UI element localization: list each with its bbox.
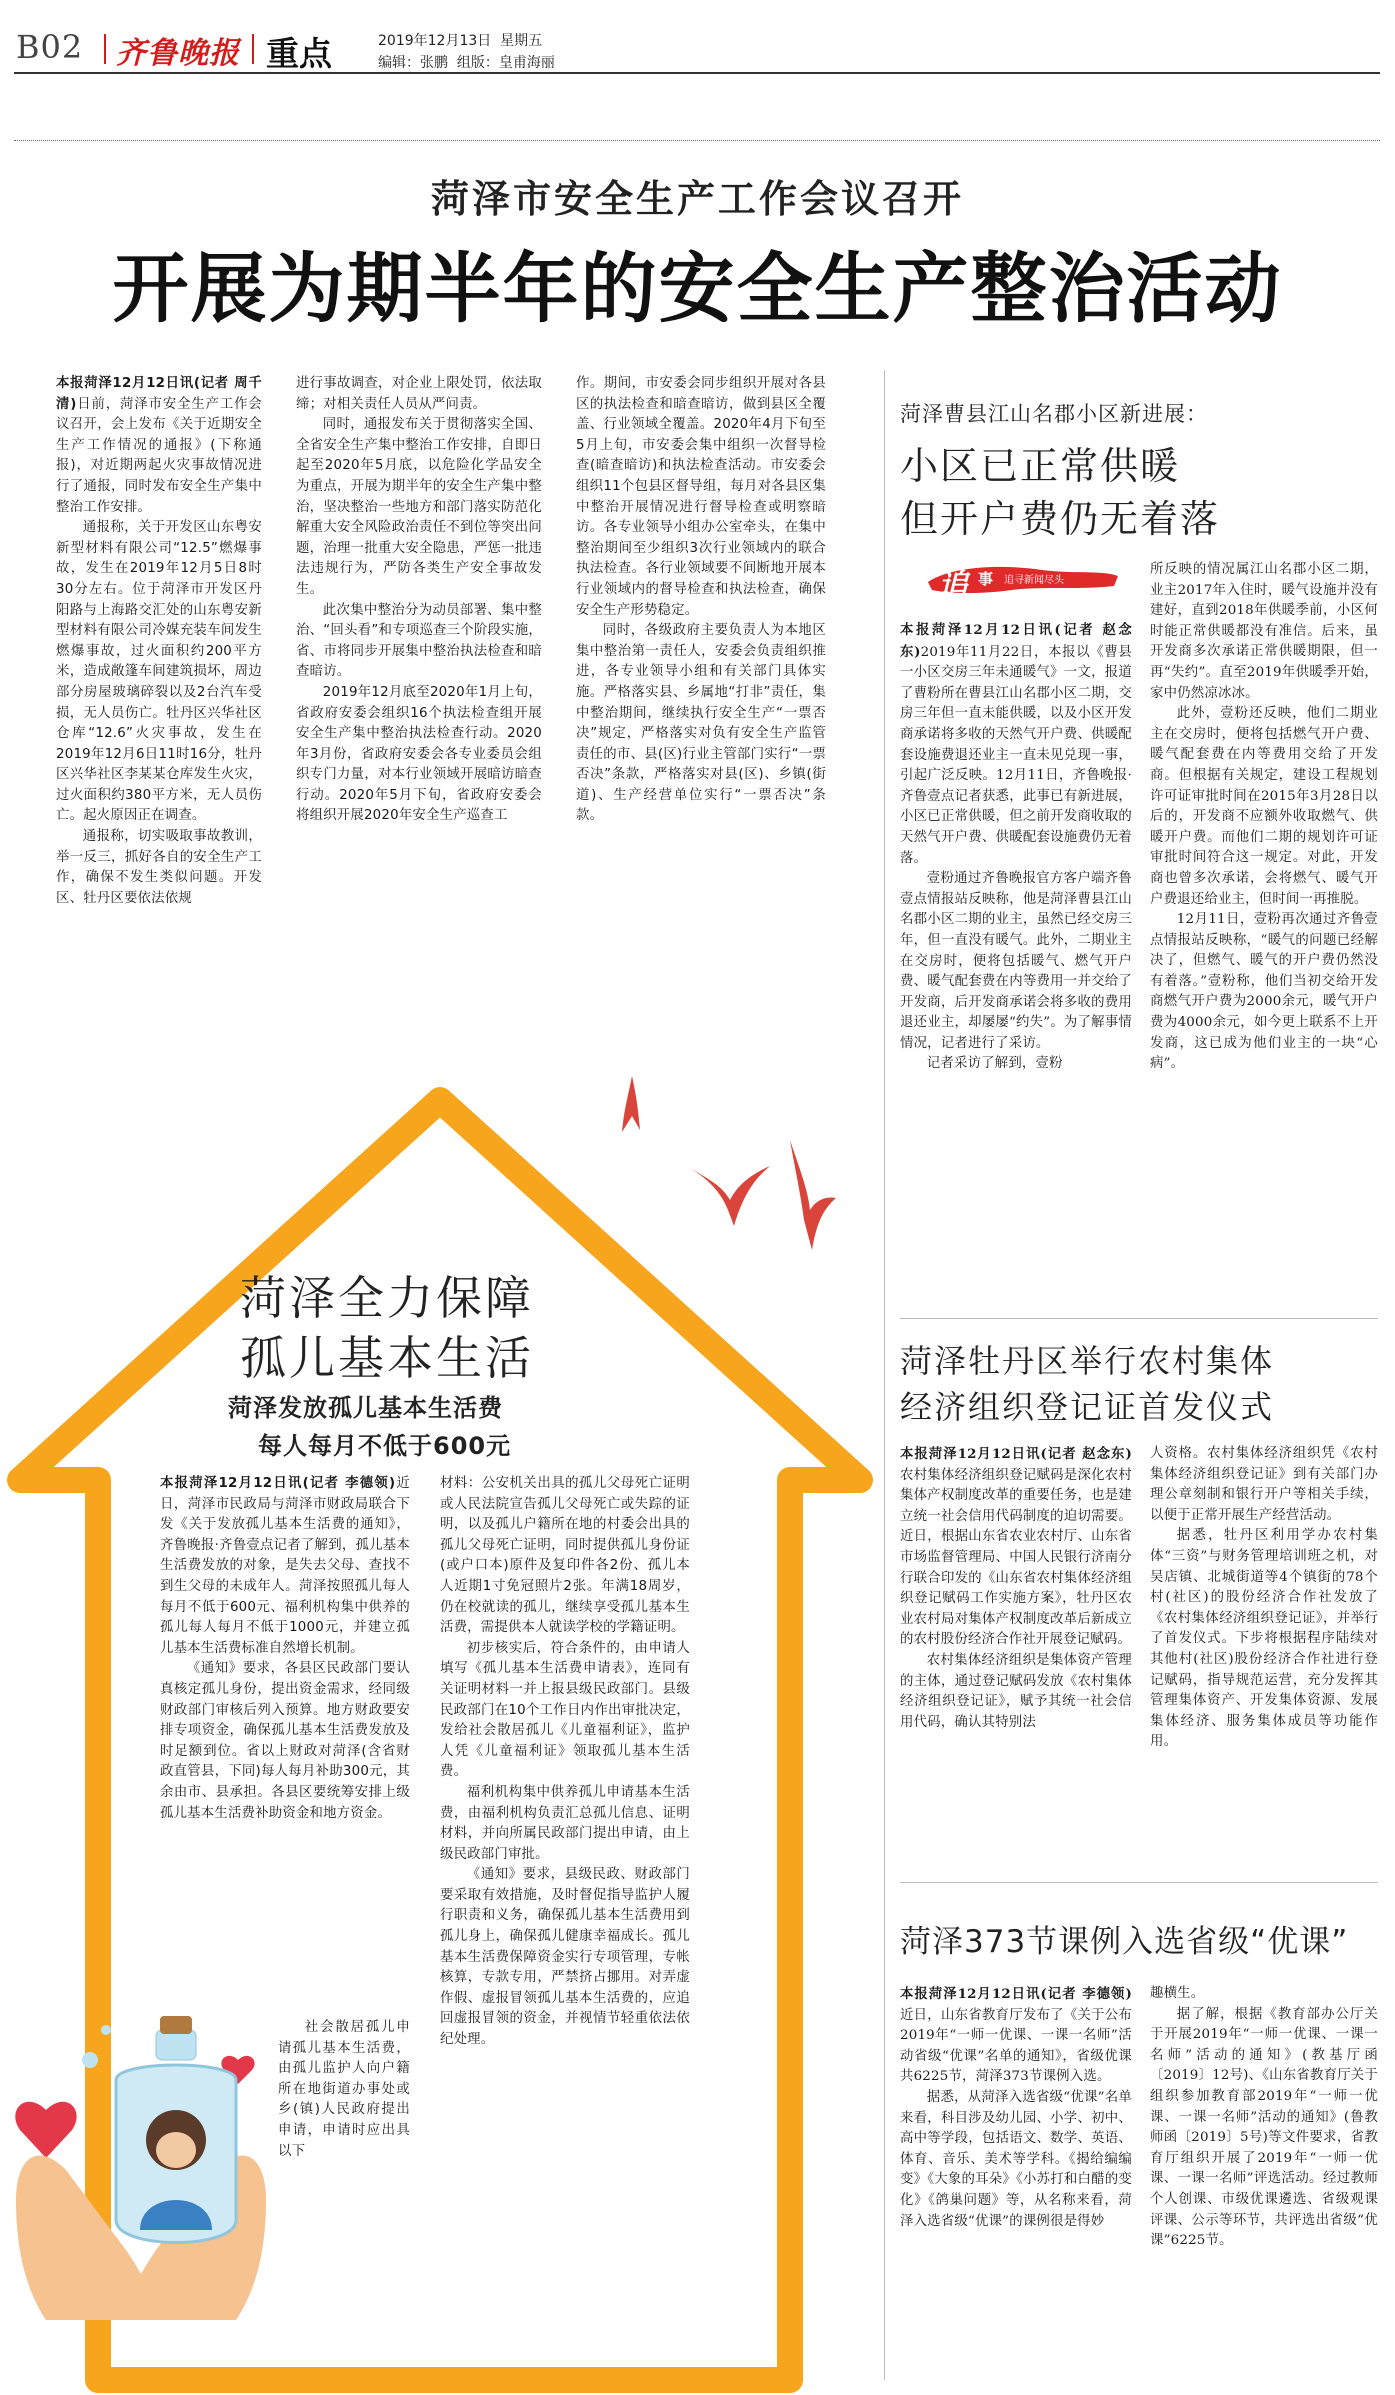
bird-icon xyxy=(780,1140,840,1250)
badge-word: 事 xyxy=(978,570,994,588)
peony-headline-2: 经济组织登记证首发仪式 xyxy=(900,1388,1275,1426)
story-rule xyxy=(900,1318,1378,1319)
column-rule xyxy=(884,370,885,2380)
heating-col-1: 本报菏泽12月12日讯(记者 赵念东)2019年11月22日，本报以《曹县一小区交房三年未通暖气》一文，报道了曹粉所在曹县江山名郡小区二期，交房三年但一直未能供暖，以及小区开发商承诺将多收的天然气开户费、供暖配套设施费退还业主一直未见兑现一事，引起广泛反映。12月11日，齐鲁晚报·齐鲁壹点记者获悉，此事已有新进展，小区已正常供暖，但之前开发商收取的天然气开户费、供暖配套设施费仍无着落。 壹粉通过齐鲁晚报官方客户端齐鲁壹点情报站反映称，他是菏泽曹县江山名郡小区二期的业主，虽然已经交房三年，但一直没有暖气。此外，二期业主在交房时，便将包括暖气、燃气开户费、暖气配套费在内等费用一并交给了开发商，后开发商承诺会将多收的费用退还业主，却屡屡“约失”。为了解事情情况，记者进行了采访。 记者采访了解到，壹粉 xyxy=(900,622,1132,1072)
masthead-rule xyxy=(14,72,1380,74)
peony-col-2: 人资格。农村集体经济组织凭《农村集体经济组织登记证》到有关部门办理公章刻制和银行开户等相关手续，以便于正常开展生产经营活动。 据悉，牡丹区利用学办农村集体“三资”与财务管理培训班之机，对吴店镇、北城街道等4个镇街的78个村(社区)的股份经济合作社发放了《农村集体经济组织登记证》，并举行了首发仪式。下步将根据程序陆续对其他村(社区)股份经济合作社进行登记赋码，指导规范运营，充分发挥其管理集体资产、开发集体资源、发展集体经济、服务集体成员等功能作用。 xyxy=(1150,1446,1378,1750)
bubble-icon xyxy=(101,2025,111,2035)
bottle-neck xyxy=(156,2030,196,2060)
zhuishi-badge xyxy=(922,556,1122,603)
heart-icon xyxy=(15,2102,76,2158)
peony-headline-1: 菏泽牡丹区举行农村集体 xyxy=(900,1342,1275,1380)
issue-date: 2019年12月13日 星期五 xyxy=(378,33,543,49)
orphan-col-1-tail: 社会散居孤儿申请孤儿基本生活费，由孤儿监护人向户籍所在地街道办事处或乡(镇)人民政府提出申请，申请时应出具以下 xyxy=(278,2020,410,2159)
section-name: 重点 xyxy=(266,34,332,73)
orphan-headline-1: 菏泽全力保障 xyxy=(240,1271,534,1325)
child-face xyxy=(156,2132,196,2168)
heating-kicker: 菏泽曹县江山名郡小区新进展： xyxy=(900,402,1208,426)
lead-col-1: 本报菏泽12月12日讯(记者 周千清)日前，菏泽市安全生产工作会议召开，会上发布《关于近期安全生产工作情况的通报》(下称通报)，对近期两起火灾事故情况进行了通报，同时发布安全生产集中整治工作安排。 通报称，关于开发区山东粤安新型材料有限公司“12.5”燃爆事故，发生在2019年12月5日8时30分左右。位于菏泽市开发区丹阳路与上海路交汇处的山东粤安新型材料有限公司冷媒充装车间发生燃爆事故，过火面积约200平方米，造成敞篷车间建筑损坏，周边部分房屋玻璃碎裂以及2台汽车受损，无人员伤亡。牡丹区兴华社区仓库“12.6”火灾事故，发生在2019年12月6日11时16分，牡丹区兴华社区李某某仓库发生火灾，过火面积约380平方米，无人员伤亡。起火原因正在调查。 通报称，切实吸取事故教训，举一反三，抓好各自的安全生产工作，确保不发生类似问题。开发区、牡丹区要依法依规 xyxy=(56,376,262,906)
orphan-col-2: 材料：公安机关出具的孤儿父母死亡证明或人民法院宣告孤儿父母死亡或失踪的证明，以及孤儿户籍所在地的村委会出具的孤儿父母死亡证明，同时提供孤儿身份证(或户口本)原件及复印件各2份、孤儿本人近期1寸免冠照片2张。年满18周岁，仍在校就读的孤儿，继续享受孤儿基本生活费，需提供本人就读学校的学籍证明。 初步核实后，符合条件的，由申请人填写《孤儿基本生活费申请表》，连同有关证明材料一并上报县级民政部门。县级民政部门在10个工作日内作出审批决定，发给社会散居孤儿《儿童福利证》，监护人凭《儿童福利证》领取孤儿基本生活费。 福利机构集中供养孤儿申请基本生活费，由福利机构负责汇总孤儿信息、证明材料，并向所属民政部门提出申请，由上级民政部门审批。 《通知》要求，县级民政、财政部门要采取有效措施，及时督促指导监护人履行职责和义务，确保孤儿基本生活费用到孤儿身上，确保孤儿健康幸福成长。孤儿基本生活费保障资金实行专项管理，专帐核算，专款专用，严禁挤占挪用。对弄虚作假、虚报冒领孤儿基本生活费的，应追回虚报冒领的资金，并视情节轻重依法依纪处理。 xyxy=(440,1476,690,2048)
hands-bottle-illustration xyxy=(6,1990,276,2320)
bubble-icon xyxy=(82,2052,98,2068)
course-headline: 菏泽373节课例入选省级“优课” xyxy=(900,1924,1349,1960)
bottle-cork xyxy=(160,2016,192,2034)
heating-col-2: 所反映的情况属江山名郡小区二期，业主2017年入住时，暖气设施并没有建好，直到2018年供暖季前，小区何时能正常供暖都没有准信。后来，虽开发商多次承诺正常供暖期限，但一再“失约”。直至2019年供暖季开始，家中仍然凉冰冰。 此外，壹粉还反映，他们二期业主在交房时，便将包括燃气开户费、暖气配套费在内等费用交给了开发商。但根据有关规定，建设工程规划许可证审批时间在2015年3月28日以后的，开发商不应额外收取燃气、供暖开户费。而他们二期的规划许可证审批时间符合这一规定。对此，开发商也曾多次承诺，会将燃气、暖气开户费退还给业主，但时间一再推脱。 12月11日，壹粉再次通过齐鲁壹点情报站反映称，“暖气的问题已经解决了，但燃气、暖气的开户费仍然没有着落。”壹粉称，他们当初交给开发商燃气开户费为2000余元，暖气开户费为4000余元，如今更上联系不上开发商，这已成为他们业主的一块“心病”。 xyxy=(1150,562,1378,1072)
course-col-1: 本报菏泽12月12日讯(记者 李德领)近日，山东省教育厅发布了《关于公布2019年“一师一优课、一课一名师”活动省级“优课”名单的通知》，省级优课共6225节，菏泽373节课例入选。 据悉，从菏泽入选省级“优课”名单来看，科目涉及幼儿园、小学、初中、高中等学段，包括语文、数学、英语、体育、音乐、美术等学科。《揭给编编变》《大象的耳朵》《小苏打和白醋的变化》《鸽巢问题》等，从名称来看，菏泽入选省级“优课”的课例很是得妙 xyxy=(900,1986,1132,2229)
page-number: B02 xyxy=(16,28,84,66)
orphan-headline-2: 孤儿基本生活 xyxy=(240,1331,534,1385)
heating-headline-1: 小区已正常供暖 xyxy=(900,444,1181,488)
badge-char: 追 xyxy=(938,568,968,603)
masthead xyxy=(0,0,1395,73)
lead-kicker: 菏泽市安全生产工作会议召开 xyxy=(430,177,964,221)
orphan-col-1: 本报菏泽12月12日讯(记者 李德领)近日，菏泽市民政局与菏泽市财政局联合下发《关于发放孤儿基本生活费的通知》，齐鲁晚报·齐鲁壹点记者了解到，孤儿基本生活费发放的对象，是失去父母、查找不到生父母的未成年人。菏泽按照孤儿每人每月不低于600元、福利机构集中供养的孤儿每人每月不低于1000元，并建立孤儿基本生活费标准自然增长机制。 《通知》要求，各县区民政部门要认真核定孤儿身份，提出资金需求，经同级财政部门审核后列入预算。地方财政要安排专项资金，确保孤儿基本生活费发放及时足额到位。省以上财政对菏泽(含省财政直管县，下同)每人每月补助300元，其余由市、县承担。各县区要统筹安排上级孤儿基本生活费补助资金和地方资金。 xyxy=(160,1476,410,1821)
bird-icon xyxy=(690,1160,770,1230)
peony-col-1: 本报菏泽12月12日讯(记者 赵念东)农村集体经济组织登记赋码是深化农村集体产权制度改革的重要任务，也是建立统一社会信用代码制度的迫切需要。近日，根据山东省农业农村厅、山东省市场监督管理局、中国人民银行济南分行联合印发的《山东省农村集体经济组织登记赋码工作实施方案》，牡丹区农业农村局对集体产权制度改革后新成立的农村股份经济合作社开展登记赋码。 农村集体经济组织是集体资产管理的主体，通过登记赋码发放《农村集体经济组织登记证》，赋予其统一社会信用代码，确认其特别法 xyxy=(900,1446,1132,1730)
lead-headline: 开展为期半年的安全生产整治活动 xyxy=(112,244,1283,333)
masthead-divider xyxy=(252,34,254,64)
badge-sub: 追寻新闻尽头 xyxy=(1004,575,1064,586)
orphan-sub-2: 每人每月不低于600元 xyxy=(258,1432,512,1460)
lead-col-2: 进行事故调查，对企业上限处罚，依法取缔；对相关责任人员从严问责。 同时，通报发布关于贯彻落实全国、全省安全生产集中整治工作安排，自即日起至2020年5月底，以危险化学品安全为重点，开展为期半年的安全生产集中整治，坚决整治一些地方和部门落实防范化解重大安全风险政治责任不到位等突出问题，治理一批重大安全隐患，严惩一批违法违规行为，严防各类生产安全事故发生。 此次集中整治分为动员部署、集中整治、“回头看”和专项巡查三个阶段实施，省、市将同步开展集中整治执法检查和暗查暗访。 2019年12月底至2020年1月上旬，省政府安委会组织16个执法检查组开展安全生产集中整治执法检查行动。2020年3月份，省政府安委会各专业委员会组织专门力量，对本行业领域开展暗访暗查行动。2020年5月下旬，省政府安委会将组织开展2020年安全生产巡查工 xyxy=(296,376,542,824)
bird-icon xyxy=(618,1076,648,1136)
lead-col-3: 作。期间，市安委会同步组织开展对各县区的执法检查和暗查暗访，做到县区全覆盖、行业领域全覆盖。2020年4月下旬至5月上旬，市安委会集中组织一次督导检查(暗查暗访)和执法检查活动。市安委会组织11个包县区督导组，每月对各县区集中整治开展情况进行督导检查或明察暗访。各专业领导小组办公室牵头，在集中整治期间至少组织3次行业领域内的联合执法检查。各行业领域要不间断地开展本行业领域内的督导检查和执法检查，确保安全生产形势稳定。 同时，各级政府主要负责人为本地区集中整治第一责任人，安委会负责组织推进，各专业领导小组和有关部门具体实施。严格落实县、乡属地“打非”责任，集中整治期间，继续执行安全生产“一票否决”规定，严格落实对负有安全生产监管责任的市、县(区)行业主管部门实行“一票否决”条款，严格落实对县(区)、乡镇(街道)、生产经营单位实行“一票否决”条款。 xyxy=(576,376,826,824)
course-col-2: 趣横生。 据了解，根据《教育部办公厅关于开展2019年“一师一优课、一课一名师”活动的通知》(教基厅函〔2019〕12号)、《山东省教育厅关于组织参加教育部2019年“一师一优课、一课一名师”活动的通知》(鲁教师函〔2019〕5号)等文件要求，省教育厅组织开展了2019年“一师一优课、一课一名师”评选活动。经过教师个人创课、市级优课遴选、省级观课评课、公示等环节，共评选出省级“优课”6225节。 xyxy=(1150,1986,1378,2249)
editor-line: 编辑：张鹏 组版：皇甫海丽 xyxy=(378,55,555,71)
orphan-sub-1: 菏泽发放孤儿基本生活费 xyxy=(228,1394,503,1422)
masthead-rule-thin xyxy=(14,140,1380,141)
paper-logo: 齐鲁晚报 xyxy=(116,36,240,71)
masthead-divider xyxy=(104,34,106,64)
story-rule xyxy=(900,1882,1378,1883)
heating-headline-2: 但开户费仍无着落 xyxy=(900,497,1221,541)
